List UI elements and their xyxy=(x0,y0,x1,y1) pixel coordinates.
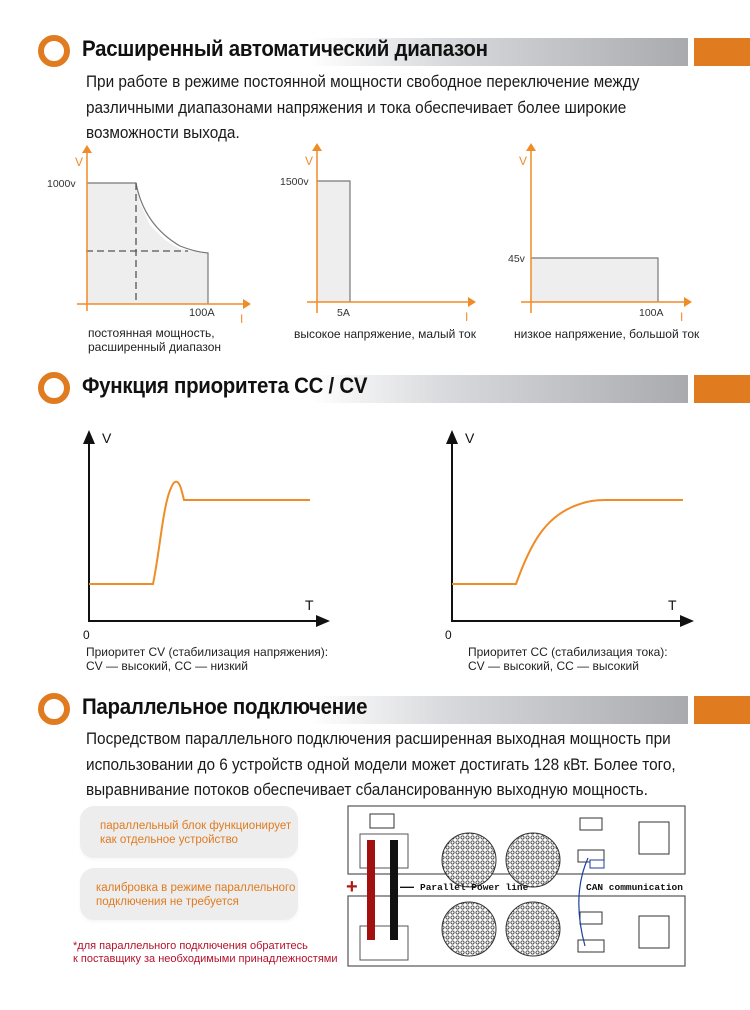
cv-priority-diagram xyxy=(60,420,360,640)
section-body-text xyxy=(86,70,639,147)
caption-line: низкое напряжение, большой ток xyxy=(514,327,700,341)
section-header-auto-range xyxy=(0,30,750,72)
feature-text xyxy=(100,819,291,847)
negative-power-cable xyxy=(390,840,398,940)
caption-line: Приоритет CC (стабилизация тока): xyxy=(468,645,668,659)
priority-caption xyxy=(468,645,668,673)
section-header-cc-cv xyxy=(0,367,750,409)
can-port xyxy=(580,818,602,830)
operating-area-fill xyxy=(531,258,658,302)
x-axis-label: I xyxy=(240,312,244,326)
feature-pill xyxy=(80,868,298,920)
voltage-response-curve xyxy=(452,500,683,584)
range-diagram-high-voltage xyxy=(280,145,500,325)
ac-terminal xyxy=(639,916,669,948)
section-header-parallel xyxy=(0,688,750,730)
body-line: возможности выхода. xyxy=(86,124,240,142)
parallel-connection-illustration xyxy=(340,800,690,972)
body-line: различными диапазонами напряжения и тока обеспечивает более широкие xyxy=(86,98,627,117)
caption-line: CV — высокий, CC — высокий xyxy=(468,659,639,673)
caption-line: постоянная мощность, xyxy=(88,326,215,340)
range-diagram-constant-power xyxy=(30,145,280,326)
section-title: Параллельное подключение xyxy=(82,694,368,719)
x-axis-label: I xyxy=(680,310,684,324)
positive-power-cable xyxy=(367,840,375,940)
y-axis-arrow xyxy=(312,143,322,151)
circle-bullet-icon xyxy=(38,35,70,67)
voltage-label: 1000v xyxy=(47,178,76,190)
feature-line: подключения не требуется xyxy=(96,896,239,908)
circle-bullet-icon xyxy=(38,693,70,725)
fan-grille xyxy=(442,833,496,887)
y-axis-label: V xyxy=(75,155,84,169)
header-accent-tab xyxy=(694,38,750,66)
header-accent-tab xyxy=(694,696,750,724)
y-axis-label: V xyxy=(305,154,314,168)
x-axis-arrow xyxy=(316,615,330,627)
y-axis-arrow xyxy=(446,430,458,444)
x-axis-arrow xyxy=(243,299,251,309)
x-axis-arrow xyxy=(680,615,694,627)
feature-line: параллельный блок функционирует xyxy=(100,820,292,832)
voltage-label: 45v xyxy=(508,253,525,265)
note-line: *для параллельного подключения обратитесь xyxy=(73,940,308,952)
fan-grille xyxy=(506,902,560,956)
db9-connector xyxy=(370,814,394,828)
x-axis-arrow xyxy=(684,297,692,307)
can-port xyxy=(578,940,604,952)
caption-line: Приоритет CV (стабилизация напряжения): xyxy=(86,645,329,659)
y-axis-arrow xyxy=(82,145,92,153)
caption-line: расширенный диапазон xyxy=(88,340,222,354)
section-title: Расширенный автоматический диапазон xyxy=(82,36,488,61)
range-caption xyxy=(294,327,476,341)
fan-grille xyxy=(442,902,496,956)
y-axis-label: V xyxy=(465,430,475,446)
note-line: к поставщику за необходимыми принадлежностями xyxy=(73,953,338,965)
y-axis-arrow xyxy=(83,430,95,444)
ac-terminal xyxy=(639,822,669,854)
fan-grille xyxy=(506,833,560,887)
feature-text xyxy=(96,881,295,909)
body-line: использовании до 6 устройств одной модели может достигать 128 кВт. Более того, xyxy=(86,755,676,774)
caption-line: высокое напряжение, малый ток xyxy=(294,327,476,341)
origin-label: 0 xyxy=(83,628,90,642)
body-line: Посредством параллельного подключения расширенная выходная мощность при xyxy=(86,730,671,748)
x-axis-label: I xyxy=(465,310,469,324)
operating-area-fill xyxy=(87,183,208,304)
can-port xyxy=(580,912,602,924)
accessory-note xyxy=(73,940,338,966)
y-axis-label: V xyxy=(102,430,112,446)
section-title: Функция приоритета CC / CV xyxy=(82,373,368,398)
body-line: выравнивание потоков обеспечивает сбалансированную выходную мощность. xyxy=(86,781,648,799)
section-body-text xyxy=(86,727,676,804)
header-accent-tab xyxy=(694,375,750,403)
voltage-response-curve xyxy=(89,482,310,584)
priority-caption xyxy=(86,645,328,673)
feature-line: как отдельное устройство xyxy=(100,834,238,846)
x-axis-label: T xyxy=(668,597,677,613)
y-axis-label: V xyxy=(519,154,528,168)
terminator-resistor xyxy=(590,860,604,868)
feature-line: калибровка в режиме параллельного xyxy=(96,882,296,894)
y-axis-arrow xyxy=(526,143,536,151)
x-axis-label: T xyxy=(305,597,314,613)
feature-pill xyxy=(80,806,298,858)
can-communication-label: CAN communication xyxy=(586,882,683,893)
current-label: 100A xyxy=(189,307,215,319)
plus-sign: + xyxy=(346,876,358,898)
voltage-label: 1500v xyxy=(280,176,309,188)
parallel-power-line-label: Parallel Power line xyxy=(420,882,529,893)
circle-bullet-icon xyxy=(38,372,70,404)
range-caption xyxy=(88,326,221,354)
origin-label: 0 xyxy=(445,628,452,642)
current-label: 5A xyxy=(337,307,350,319)
range-caption xyxy=(514,327,699,341)
caption-line: CV — высокий, CC — низкий xyxy=(86,659,248,673)
x-axis-arrow xyxy=(468,297,476,307)
minus-sign: — xyxy=(400,878,414,894)
cc-priority-diagram xyxy=(420,420,720,640)
body-line: При работе в режиме постоянной мощности свободное переключение между xyxy=(86,73,640,91)
operating-area-fill xyxy=(317,181,350,302)
range-diagram-high-current xyxy=(500,145,750,325)
current-label: 100A xyxy=(639,307,664,319)
